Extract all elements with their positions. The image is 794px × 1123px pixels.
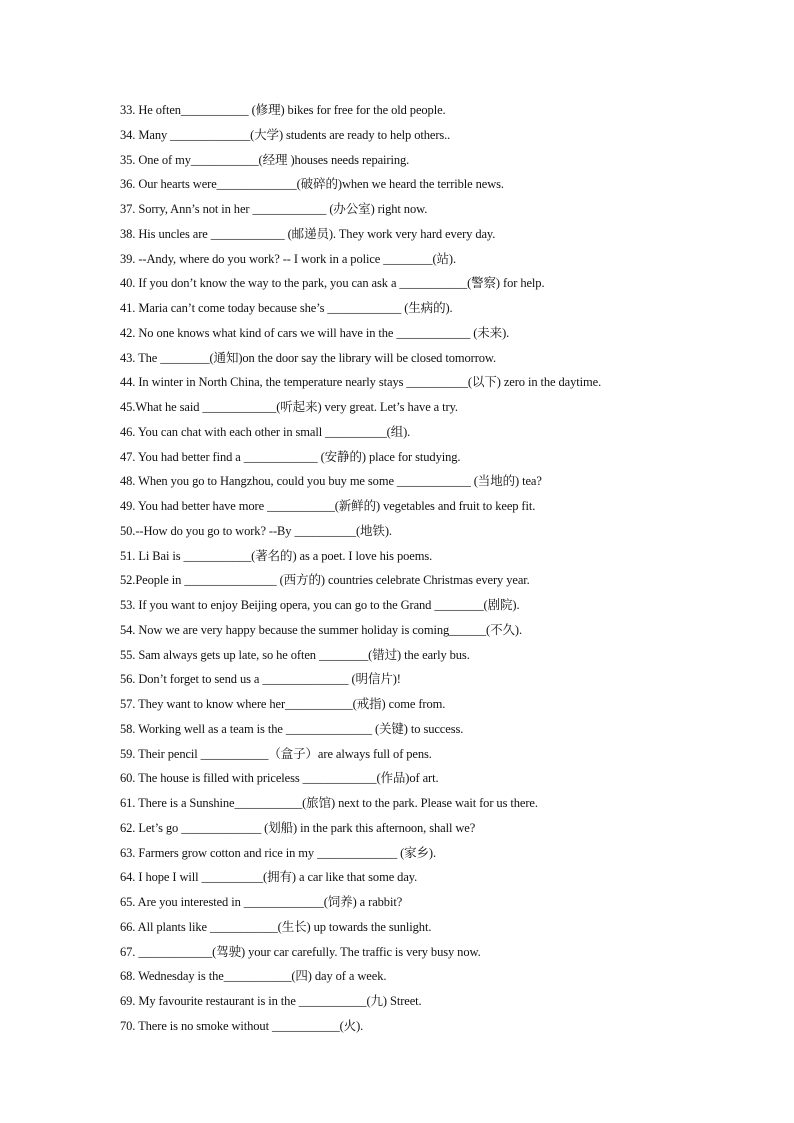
question-62: 62. Let’s go _____________ (划船) in the park this afternoon, shall we? bbox=[120, 820, 476, 835]
question-58: 58. Working well as a team is the ______________ (关键) to success. bbox=[120, 721, 464, 736]
question-57: 57. They want to know where her___________(戒指) come from. bbox=[120, 697, 446, 711]
question-45: 45.What he said ____________(听起来) very great. Let’s have a try. bbox=[120, 400, 458, 414]
question-47: 47. You had better find a ____________ (安静的) place for studying. bbox=[120, 449, 461, 464]
question-51: 51. Li Bai is ___________(著名的) as a poet. I love his poems. bbox=[120, 548, 433, 563]
question-46: 46. You can chat with each other in small __________(组). bbox=[120, 424, 411, 439]
question-66: 66. All plants like ___________(生长) up towards the sunlight. bbox=[120, 919, 432, 934]
question-41: 41. Maria can’t come today because she’s ____________ (生病的). bbox=[120, 301, 453, 315]
question-50: 50.--How do you go to work? --By __________(地铁). bbox=[120, 523, 392, 538]
question-list bbox=[120, 100, 720, 1041]
question-49: 49. You had better have more ___________(新鲜的) vegetables and fruit to keep fit. bbox=[120, 499, 536, 513]
question-43: 43. The ________(通知)on the door say the library will be closed tomorrow. bbox=[120, 350, 497, 365]
question-55: 55. Sam always gets up late, so he often ________(错过) the early bus. bbox=[120, 647, 470, 662]
question-42: 42. No one knows what kind of cars we will have in the ____________ (未来). bbox=[120, 325, 510, 340]
question-54: 54. Now we are very happy because the summer holiday is coming______(不久). bbox=[120, 622, 522, 637]
question-35: 35. One of my___________(经理 )houses needs repairing. bbox=[120, 152, 410, 167]
question-52: 52.People in _______________ (西方的) countries celebrate Christmas every year. bbox=[120, 573, 530, 588]
question-39: 39. --Andy, where do you work? -- I work in a police ________(站). bbox=[120, 251, 457, 266]
question-38: 38. His uncles are ____________ (邮递员). They work very hard every day. bbox=[120, 226, 496, 241]
question-67: 67. ____________(驾驶) your car carefully. The traffic is very busy now. bbox=[120, 944, 481, 959]
question-63: 63. Farmers grow cotton and rice in my _____________ (家乡). bbox=[120, 845, 437, 860]
question-40: 40. If you don’t know the way to the park, you can ask a ___________(警察) for help. bbox=[120, 276, 545, 291]
question-56: 56. Don’t forget to send us a ______________ (明信片)! bbox=[120, 672, 401, 687]
question-61: 61. There is a Sunshine___________(旅馆) next to the park. Please wait for us there. bbox=[120, 796, 538, 810]
question-37: 37. Sorry, Ann’s not in her ____________ (办公室) right now. bbox=[120, 202, 428, 216]
question-44: 44. In winter in North China, the temperature nearly stays __________(以下) zero in the daytime. bbox=[120, 375, 602, 390]
question-70: 70. There is no smoke without ___________(火). bbox=[120, 1018, 364, 1033]
question-64: 64. I hope I will __________(拥有) a car like that some day. bbox=[120, 870, 418, 885]
question-36: 36. Our hearts were_____________(破碎的)when we heard the terrible news. bbox=[120, 177, 504, 192]
question-59: 59. Their pencil ___________（盒子）are always full of pens. bbox=[120, 746, 432, 761]
question-34: 34. Many _____________(大学) students are ready to help others.. bbox=[120, 127, 451, 142]
question-65: 65. Are you interested in _____________(饲养) a rabbit? bbox=[120, 895, 403, 909]
question-48: 48. When you go to Hangzhou, could you buy me some ____________ (当地的) tea? bbox=[120, 474, 542, 489]
question-33: 33. He often___________ (修理) bikes for free for the old people. bbox=[120, 103, 446, 117]
question-68: 68. Wednesday is the___________(四) day of a week. bbox=[120, 969, 387, 984]
question-53: 53. If you want to enjoy Beijing opera, you can go to the Grand ________(剧院). bbox=[120, 598, 520, 612]
question-69: 69. My favourite restaurant is in the ___________(九) Street. bbox=[120, 994, 422, 1008]
question-60: 60. The house is filled with priceless ____________(作品)of art. bbox=[120, 771, 439, 786]
